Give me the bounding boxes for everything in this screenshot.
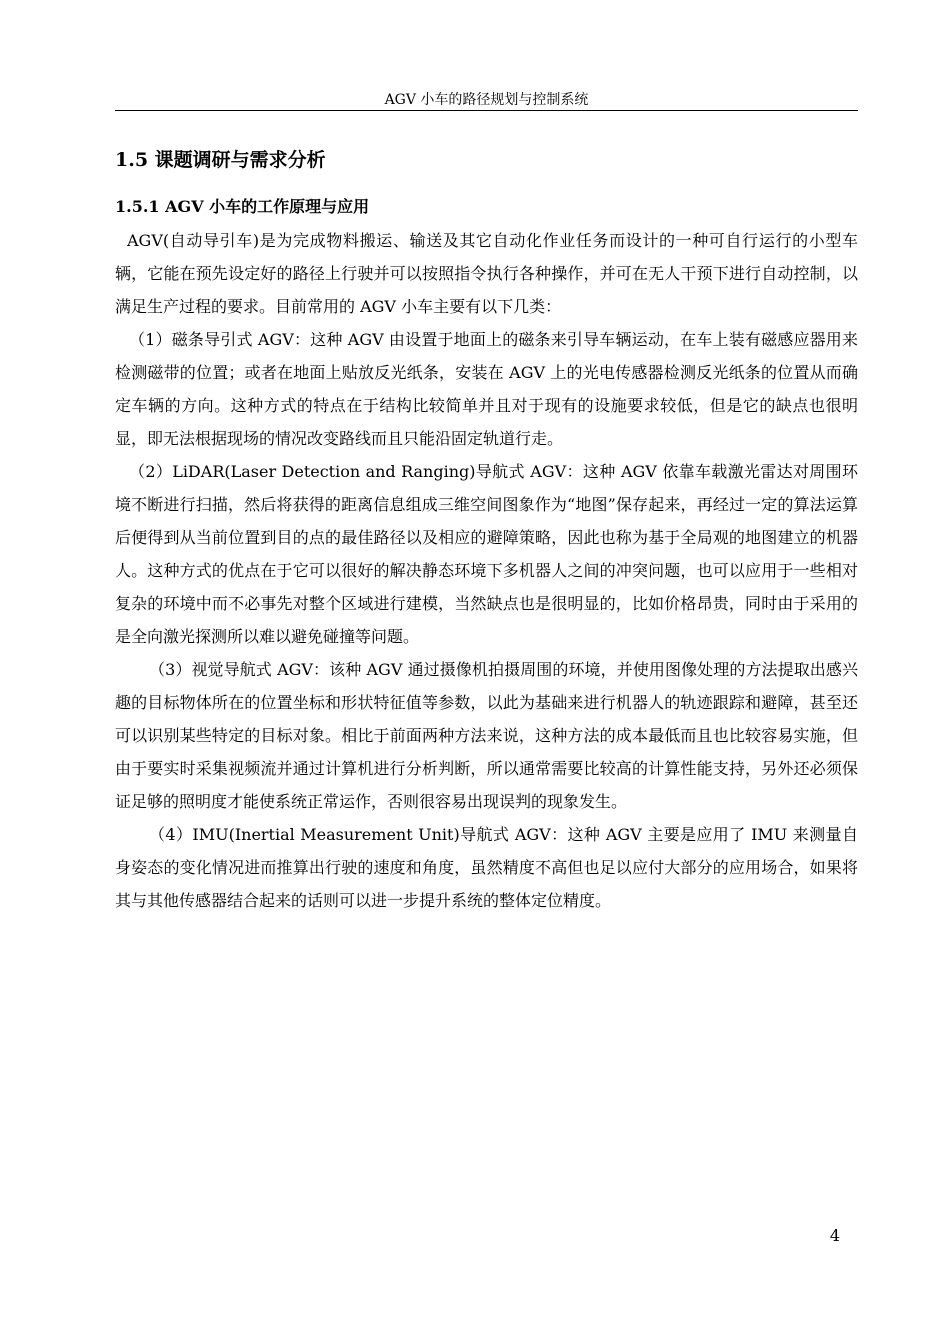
header-rule (115, 110, 858, 111)
paragraph-imu-agv: （4）IMU(Inertial Measurement Unit)导航式 AGV：这种 AGV 主要是应用了 IMU 来测量自身姿态的变化情况进而推算出行驶的速度和角度，虽然精度不高但也足以应付大部分的应用场合，如果将其与其他传感器结合起来的话则可以进一步提升系统的整体定位精度。 (115, 825, 858, 910)
paragraph-intro: AGV(自动导引车)是为完成物料搬运、输送及其它自动化作业任务而设计的一种可自行运行的小型车辆，它能在预先设定好的路径上行驶并可以按照指令执行各种操作，并可在无人干预下进行自动控制，以满足生产过程的要求。目前常用的 AGV 小车主要有以下几类： (115, 231, 858, 316)
section-heading: 1.5 课题调研与需求分析 (115, 149, 326, 171)
page-number: 4 (829, 1226, 840, 1245)
paragraph-vision-agv: （3）视觉导航式 AGV：该种 AGV 通过摄像机拍摄周围的环境，并使用图像处理的方法提取出感兴趣的目标物体所在的位置坐标和形状特征值等参数，以此为基础来进行机器人的轨迹跟踪和避障，甚至还可以识别某些特定的目标对象。相比于前面两种方法来说，这种方法的成本最低而且也比较容易实施，但由于要实时采集视频流并通过计算机进行分析判断，所以通常需要比较高的计算性能支持，另外还必须保证足够的照明度才能使系统正常运作，否则很容易出现误判的现象发生。 (115, 660, 858, 811)
paragraph-magnetic-agv: （1）磁条导引式 AGV：这种 AGV 由设置于地面上的磁条来引导车辆运动，在车上装有磁感应器用来检测磁带的位置；或者在地面上贴放反光纸条，安装在 AGV 上的光电传感器检测反光纸条的位置从而确定车辆的方向。这种方式的特点在于结构比较简单并且对于现有的设施要求较低，但是它的缺点也很明显，即无法根据现场的情况改变路线而且只能沿固定轨道行走。 (115, 330, 858, 448)
paragraph-lidar-agv: （2）LiDAR(Laser Detection and Ranging)导航式 AGV：这种 AGV 依靠车载激光雷达对周围环境不断进行扫描，然后将获得的距离信息组成三维空间图象作为“地图”保存起来，再经过一定的算法运算后便得到从当前位置到目的点的最佳路径以及相应的避障策略，因此也称为基于全局观的地图建立的机器人。这种方式的优点在于它可以很好的解决静态环境下多机器人之间的冲突问题，也可以应用于一些相对复杂的环境中而不必事先对整个区域进行建模，当然缺点也是很明显的，比如价格昂贵，同时由于采用的是全向激光探测所以难以避免碰撞等问题。 (115, 462, 858, 646)
page-content (115, 140, 858, 917)
subsection-heading: 1.5.1 AGV 小车的工作原理与应用 (115, 197, 370, 216)
running-header: AGV 小车的路径规划与控制系统 (384, 92, 589, 108)
